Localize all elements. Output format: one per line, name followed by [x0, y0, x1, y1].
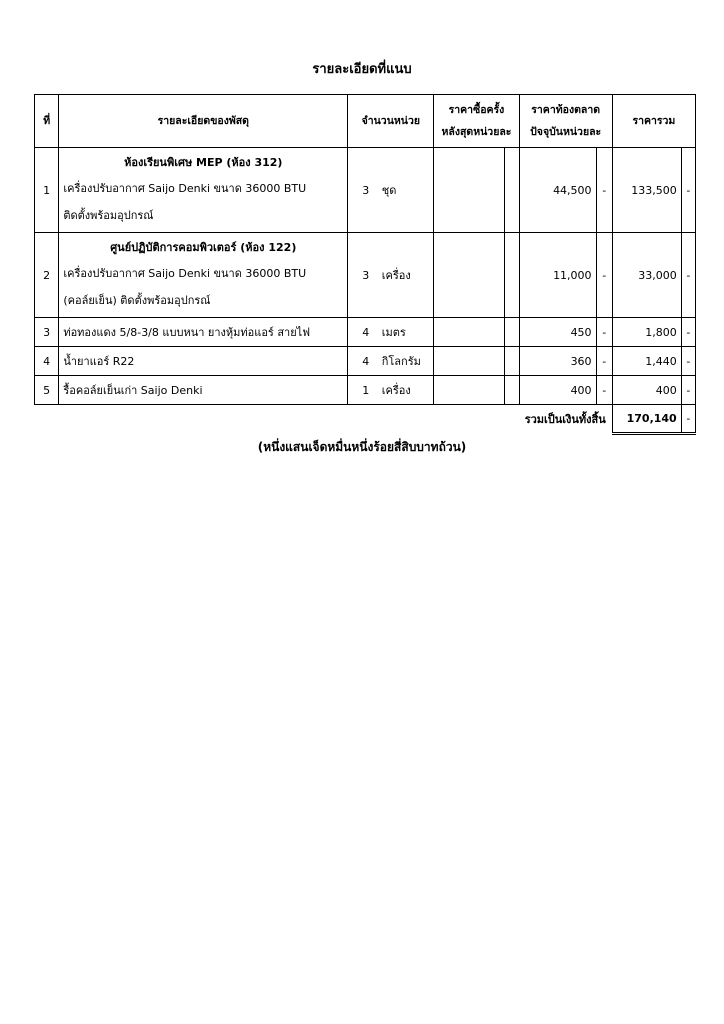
- row-qty-number: 3: [362, 269, 370, 282]
- row-last-price: [434, 233, 505, 318]
- grand-total-satang: -: [681, 405, 695, 434]
- row-last-price: [434, 148, 505, 233]
- header-last-price-line1: ราคาซื้อครั้ง: [448, 104, 505, 116]
- header-no: ที่: [35, 95, 59, 148]
- row-last-price-satang: [505, 376, 519, 405]
- row-description: [59, 148, 348, 233]
- table-row: [35, 318, 696, 347]
- page-title: รายละเอียดที่แนบ: [312, 62, 412, 77]
- row-description-line: เครื่องปรับอากาศ Saijo Denki ขนาด 36000 BTU: [63, 267, 307, 280]
- row-no: 3: [35, 318, 59, 347]
- row-section-title: ศูนย์ปฏิบัติการคอมพิวเตอร์ (ห้อง 122): [110, 241, 297, 254]
- row-description-line: ติดตั้งพร้อมอุปกรณ์: [63, 209, 154, 222]
- row-total: 400: [612, 376, 681, 405]
- grand-total-value: 170,140: [612, 405, 681, 434]
- row-no: 4: [35, 347, 59, 376]
- row-market-price-satang: -: [596, 376, 612, 405]
- row-qty-number: 4: [362, 355, 370, 368]
- row-quantity: [348, 148, 434, 233]
- row-description: [59, 233, 348, 318]
- items-table: [34, 94, 696, 435]
- row-market-price: 44,500: [519, 148, 596, 233]
- row-last-price-satang: [505, 347, 519, 376]
- row-description: [59, 318, 348, 347]
- amount-in-words: (หนึ่งแสนเจ็ดหมื่นหนึ่งร้อยสี่สิบบาทถ้วน): [257, 440, 467, 454]
- row-market-price: 400: [519, 376, 596, 405]
- row-qty-unit: เครื่อง: [381, 384, 411, 397]
- row-description-line: (คอล์ยเย็น) ติดตั้งพร้อมอุปกรณ์: [63, 294, 211, 307]
- header-total: ราคารวม: [612, 95, 695, 148]
- grand-total-spacer: [35, 405, 59, 434]
- row-total: 33,000: [612, 233, 681, 318]
- row-description: [59, 347, 348, 376]
- row-market-price: 360: [519, 347, 596, 376]
- row-description-line: น้ำยาแอร์ R22: [63, 354, 135, 368]
- table-row: [35, 347, 696, 376]
- row-total-satang: -: [681, 148, 695, 233]
- row-description-line: ท่อทองแดง 5/8-3/8 แบบหนา ยางหุ้มท่อแอร์ สายไฟ: [63, 325, 310, 339]
- row-no: 5: [35, 376, 59, 405]
- row-last-price: [434, 347, 505, 376]
- header-quantity: จำนวนหน่วย: [348, 95, 434, 148]
- row-description-line: เครื่องปรับอากาศ Saijo Denki ขนาด 36000 BTU: [63, 182, 307, 195]
- row-total-satang: -: [681, 347, 695, 376]
- row-qty-unit: เครื่อง: [381, 269, 411, 282]
- row-quantity: [348, 376, 434, 405]
- row-total: 1,440: [612, 347, 681, 376]
- header-last-price: [434, 95, 519, 148]
- row-last-price-satang: [505, 148, 519, 233]
- row-last-price-satang: [505, 233, 519, 318]
- row-market-price-satang: -: [596, 233, 612, 318]
- row-market-price-satang: -: [596, 148, 612, 233]
- table-row: [35, 233, 696, 318]
- row-quantity: [348, 233, 434, 318]
- row-total-satang: -: [681, 318, 695, 347]
- table-row: [35, 376, 696, 405]
- row-market-price: 11,000: [519, 233, 596, 318]
- row-market-price-satang: -: [596, 318, 612, 347]
- table-header-row: [35, 95, 696, 148]
- header-market-price: [519, 95, 612, 148]
- row-last-price: [434, 318, 505, 347]
- row-quantity: [348, 347, 434, 376]
- row-no: 1: [35, 148, 59, 233]
- row-qty-unit: กิโลกรัม: [381, 355, 421, 368]
- row-total: 1,800: [612, 318, 681, 347]
- row-market-price-satang: -: [596, 347, 612, 376]
- row-quantity: [348, 318, 434, 347]
- header-description: รายละเอียดของพัสดุ: [59, 95, 348, 148]
- row-qty-number: 4: [362, 326, 370, 339]
- row-total: 133,500: [612, 148, 681, 233]
- table-row: [35, 148, 696, 233]
- grand-total-row: [35, 405, 696, 434]
- row-section-title: ห้องเรียนพิเศษ MEP (ห้อง 312): [124, 156, 283, 169]
- row-last-price-satang: [505, 318, 519, 347]
- row-qty-unit: ชุด: [381, 184, 397, 197]
- header-market-price-line1: ราคาท้องตลาด: [531, 104, 601, 116]
- row-total-satang: -: [681, 233, 695, 318]
- row-market-price: 450: [519, 318, 596, 347]
- grand-total-label: รวมเป็นเงินทั้งสิ้น: [524, 413, 606, 426]
- header-market-price-line2: ปัจจุบันหน่วยละ: [530, 126, 602, 138]
- row-description-line: รื้อคอล์ยเย็นเก่า Saijo Denki: [63, 383, 203, 397]
- header-last-price-line2: หลังสุดหน่วยละ: [441, 126, 512, 138]
- row-qty-unit: เมตร: [381, 326, 406, 339]
- row-qty-number: 3: [362, 184, 370, 197]
- row-qty-number: 1: [362, 384, 370, 397]
- row-total-satang: -: [681, 376, 695, 405]
- row-no: 2: [35, 233, 59, 318]
- row-description: [59, 376, 348, 405]
- row-last-price: [434, 376, 505, 405]
